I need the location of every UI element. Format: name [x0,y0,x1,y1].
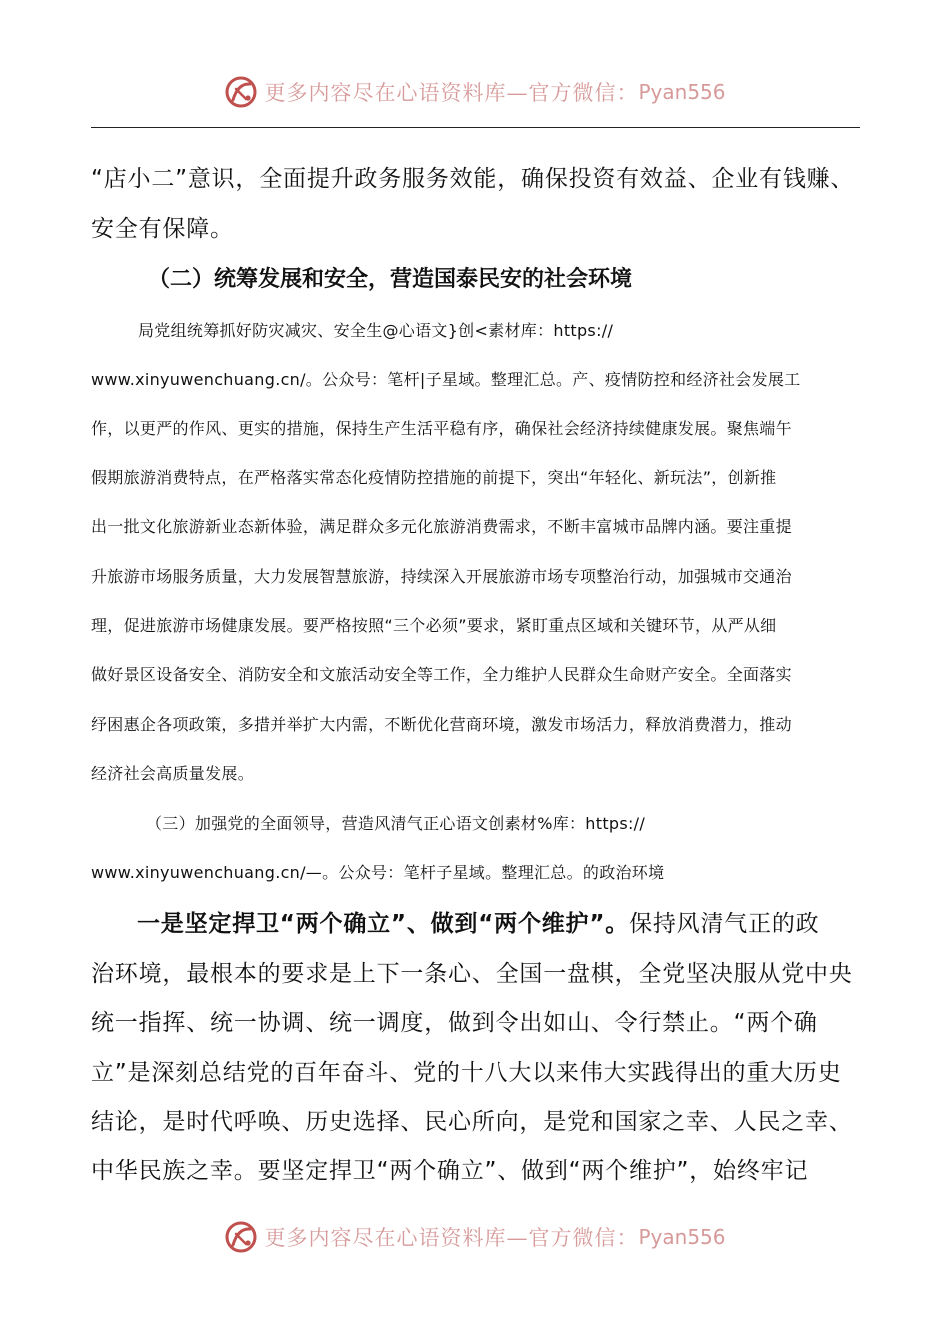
header-banner-id: Pyan556 [638,80,726,104]
section-two-line: 理，促进旅游市场健康发展。要严格按照“三个必须”要求，紧盯重点区域和关键环节，从严从细 [91,616,777,635]
section-two-line: 升旅游市场服务质量，大力发展智慧旅游，持续深入开展旅游市场专项整治行动，加强城市交通治 [91,567,792,586]
section-two-line: 局党组统筹抓好防灾减灾、安全生@心语文}创<素材库：https:// [138,321,614,340]
footer-banner [0,1217,950,1257]
section-two-heading: （二）统筹发展和安全，营造国泰民安的社会环境 [148,267,633,292]
paragraph-one-line: 中华民族之幸。要坚定捍卫“两个确立”、做到“两个维护”，始终牢记 [91,1158,809,1184]
section-three-line: www.xinyuwenchuang.cn/—。公众号：笔杆子星域。整理汇总。的政治环境 [91,863,665,882]
section-three-line: （三）加强党的全面领导，营造风清气正心语文创素材%库：https:// [146,814,646,833]
brand-logo-icon [224,75,258,109]
section-two-line: 做好景区设备安全、消防安全和文旅活动安全等工作，全力维护人民群众生命财产安全。全面落实 [91,665,792,684]
intro-line: 安全有保障。 [91,216,234,242]
paragraph-one-line: 治环境，最根本的要求是上下一条心、全国一盘棋，全党坚决服从党中央 [91,961,853,987]
paragraph-one-lead: 一是坚定捍卫“两个确立”、做到“两个维护”。 [137,911,630,937]
footer-banner-id: Pyan556 [638,1225,726,1249]
brand-logo-icon [224,1220,258,1254]
paragraph-one-line: 结论，是时代呼唤、历史选择、民心所向，是党和国家之幸、人民之幸、 [91,1109,853,1135]
header-banner [0,72,950,112]
paragraph-one-first-line [137,905,819,938]
paragraph-one-line: 立”是深刻总结党的百年奋斗、党的十八大以来伟大实践得出的重大历史 [91,1060,842,1086]
section-two-line: 出一批文化旅游新业态新体验，满足群众多元化旅游消费需求，不断丰富城市品牌内涵。要注重提 [91,517,792,536]
paragraph-one-lead-rest: 保持风清气正的政 [629,911,820,937]
section-two-line: 纾困惠企各项政策，多措并举扩大内需，不断优化营商环境，激发市场活力，释放消费潜力，推动 [91,715,792,734]
section-two-line: www.xinyuwenchuang.cn/。公众号：笔杆|子星域。整理汇总。产、疫情防控和经济社会发展工 [91,370,801,389]
header-divider [91,127,860,128]
section-two-line: 经济社会高质量发展。 [91,764,255,783]
intro-line: “店小二”意识，全面提升政务服务效能，确保投资有效益、企业有钱赚、 [91,166,855,192]
section-two-line: 作，以更严的作风、更实的措施，保持生产生活平稳有序，确保社会经济持续健康发展。聚焦端午 [91,419,792,438]
section-two-line: 假期旅游消费特点，在严格落实常态化疫情防控措施的前提下，突出“年轻化、新玩法”，创新推 [91,468,777,487]
header-banner-text: 更多内容尽在心语资料库—官方微信： [264,81,639,105]
paragraph-one-line: 统一指挥、统一协调、统一调度，做到令出如山、令行禁止。“两个确 [91,1010,818,1036]
footer-banner-text: 更多内容尽在心语资料库—官方微信： [264,1226,639,1250]
